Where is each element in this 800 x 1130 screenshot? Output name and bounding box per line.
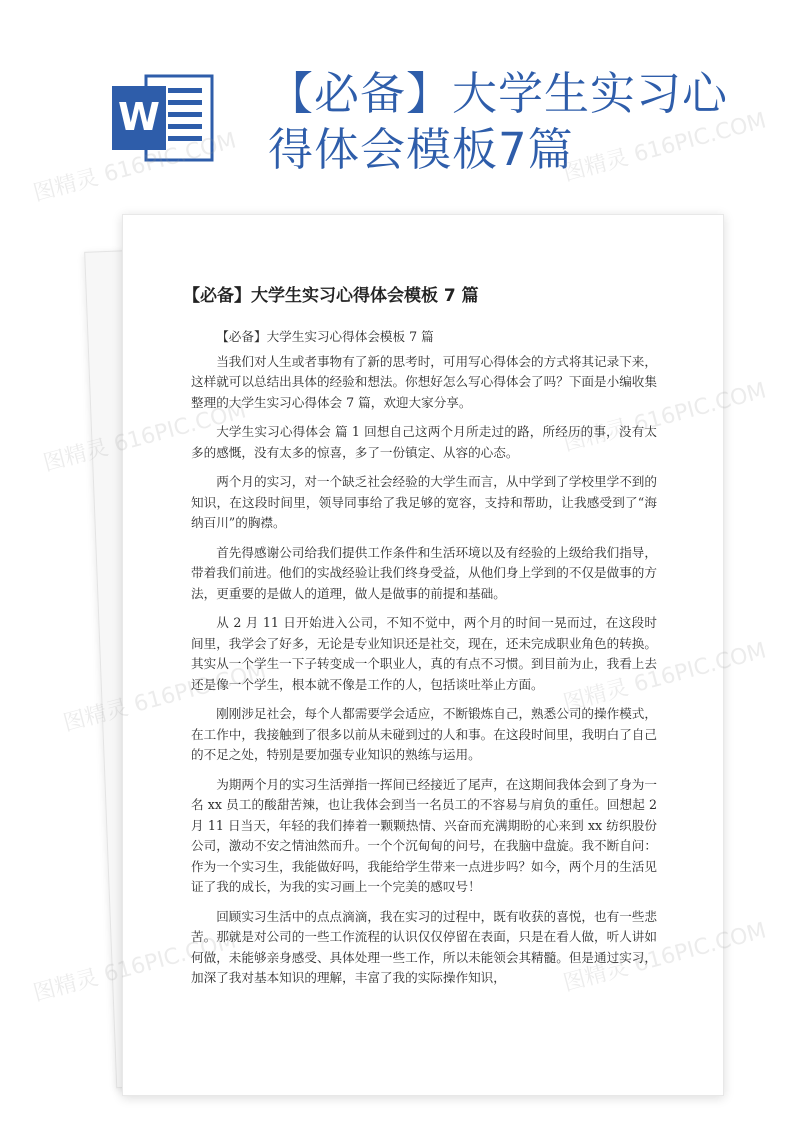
paragraph: 回顾实习生活中的点点滴滴，我在实习的过程中，既有收获的喜悦，也有一些悲苦。那就是对公司的一些工作流程的认识仅仅停留在表面，只是在看人做，听人讲如何做，未能够亲身感受、具体处理一些工作，所以未能领会其精髓。但是通过实习，加深了我对基本知识的理解，丰富了我的实际操作知识， [191,908,657,985]
document-body [191,327,657,998]
paragraph: 两个月的实习，对一个缺乏社会经验的大学生而言，从中学到了学校里学不到的知识，在这段时间里，领导同事给了我足够的宽容，支持和帮助，让我感受到了“海纳百川”的胸襟。 [191,474,657,530]
document-page [122,214,724,1096]
paragraph: 从 2 月 11 日开始进入公司，不知不觉中，两个月的时间一晃而过，在这段时间里，我学会了好多，无论是专业知识还是社交，现在，还未完成职业角色的转换。其实从一个学生一下子转变成一个职业人，真的有点不习惯。到目前为止，我看上去还是像一个学生，根本就不像是工作的人，包括谈吐举止方面。 [191,615,657,692]
watermark: 图精灵 [30,965,102,1007]
watermark: 图精灵 [60,695,132,737]
watermark: 图精灵 [40,435,112,477]
page-title: 【必备】大学生实习心得体会模板7篇 [268,67,729,176]
watermark: 图精灵 616PIC.COM [30,128,239,207]
paragraph: 首先得感谢公司给我们提供工作条件和生活环境以及有经验的上级给我们指导，带着我们前进。他们的实战经验让我们终身受益，从他们身上学到的不仅是做事的方法，更重要的是做人的道理，做人是做事的前提和基础。 [191,544,657,601]
paragraph: 大学生实习心得体会 篇 1 回想自己这两个月所走过的路，所经历的事，没有太多的感慨，没有太多的惊喜，多了一份镇定、从容的心态。 [191,424,657,460]
header [0,0,800,210]
document-subtitle: 【必备】大学生实习心得体会模板 7 篇 [216,329,434,344]
paragraph: 当我们对人生或者事物有了新的思考时，可用写心得体会的方式将其记录下来，这样就可以总结出具体的经验和想法。你想好怎么写心得体会了吗？下面是小编收集整理的大学生实习心得体会 7 篇，欢迎大家分享。 [191,353,657,410]
document-heading: 【必备】大学生实习心得体会模板 7 篇 [183,286,479,306]
word-icon-letter: W [118,95,160,139]
paragraph: 为期两个月的实习生活弹指一挥间已经接近了尾声，在这期间我体会到了身为一名 xx 员工的酸甜苦辣，也让我体会到当一名员工的不容易与肩负的重任。回想起 2 月 11 日当天，年轻的我们捧着一颗颗热情、兴奋而充满期盼的心来到 xx 纺织股份公司，激动不安之情油然而升。一个个沉甸甸的问号，在我脑中盘旋。我不断自问：作为一个实习生，我能做好吗，我能给学生带来一点进步吗？如今，两个月的生活见证了我的成长，为我的实习画上一个完美的感叹号！ [191,776,657,894]
word-document-icon [112,72,216,164]
paragraph: 刚刚涉足社会，每个人都需要学会适应，不断锻炼自己，熟悉公司的操作模式，在工作中，我接触到了很多以前从未碰到过的人和事。在这段时间里，我明白了自己的不足之处，特别是要加强专业知识的熟练与运用。 [191,706,657,762]
watermark: 图精灵 616PIC.COM [560,108,769,187]
